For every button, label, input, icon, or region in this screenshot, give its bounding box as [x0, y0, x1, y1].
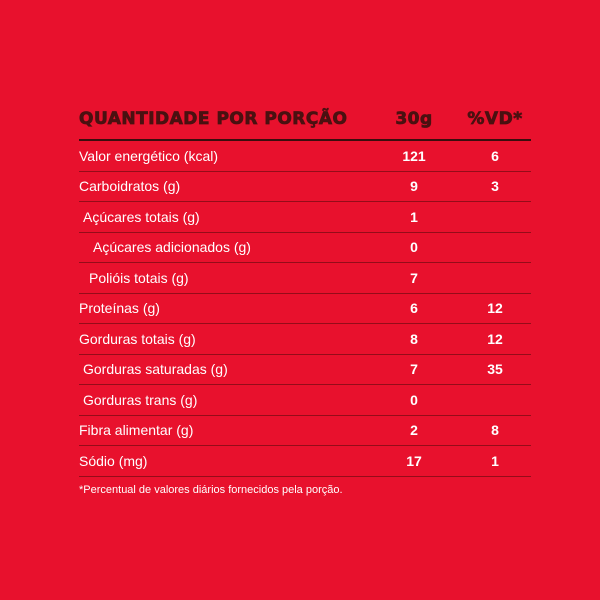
nutrition-table	[79, 104, 531, 477]
row-label: Fibra alimentar (g)	[79, 422, 194, 439]
row-value: 121	[402, 147, 426, 164]
row-vd: 8	[491, 422, 499, 439]
table-row	[79, 263, 531, 294]
row-label: Proteínas (g)	[79, 300, 160, 317]
row-label: Gorduras totais (g)	[79, 330, 196, 347]
table-row	[79, 202, 531, 233]
table-row	[79, 355, 531, 386]
row-label: Valor energético (kcal)	[79, 147, 219, 164]
table-row	[79, 233, 531, 264]
table-row	[79, 446, 531, 477]
row-vd: 35	[487, 361, 503, 378]
row-vd: 6	[491, 147, 499, 164]
table-row	[79, 141, 531, 172]
row-value: 0	[410, 239, 418, 256]
table-row	[79, 294, 531, 325]
row-label: Açúcares adicionados (g)	[93, 239, 251, 256]
footnote: *Percentual de valores diários fornecidos pela porção.	[79, 484, 343, 496]
row-label: Sódio (mg)	[79, 452, 148, 469]
row-vd: 12	[487, 330, 503, 347]
row-vd: 12	[487, 300, 503, 317]
header-title: QUANTIDADE POR PORÇÃO	[79, 109, 348, 129]
table-row	[79, 416, 531, 447]
row-value: 6	[410, 300, 418, 317]
row-vd: 1	[491, 452, 499, 469]
row-value: 7	[410, 269, 418, 286]
row-label: Carboidratos (g)	[79, 178, 181, 195]
row-value: 8	[410, 330, 418, 347]
header-portion: 30g	[395, 109, 433, 129]
row-value: 0	[410, 391, 418, 408]
row-value: 7	[410, 361, 418, 378]
row-label: Gorduras saturadas (g)	[83, 361, 228, 378]
row-label: Açúcares totais (g)	[83, 208, 200, 225]
table-header	[79, 104, 531, 141]
header-vd: %VD*	[467, 109, 523, 129]
row-value: 9	[410, 178, 418, 195]
table-row	[79, 385, 531, 416]
row-label: Polióis totais (g)	[89, 269, 189, 286]
row-value: 17	[406, 452, 422, 469]
row-vd: 3	[491, 178, 499, 195]
row-value: 1	[410, 208, 418, 225]
table-row	[79, 172, 531, 203]
table-row	[79, 324, 531, 355]
row-value: 2	[410, 422, 418, 439]
row-label: Gorduras trans (g)	[83, 391, 198, 408]
